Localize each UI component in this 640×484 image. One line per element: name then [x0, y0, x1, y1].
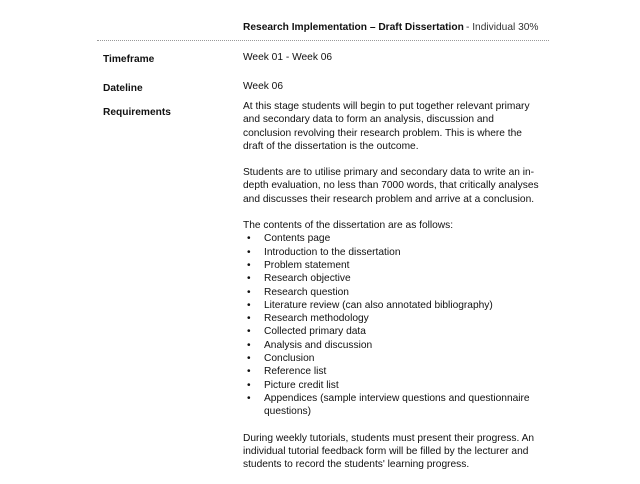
list-item-text: Conclusion — [264, 353, 315, 365]
list-item-text: Analysis and discussion — [264, 339, 373, 351]
contents-list — [243, 232, 543, 418]
requirements-paragraph: At this stage students will begin to put together relevant primary and secondary data to form an analysis, discussion and conclusion revolving their research problem. This is where the draft of the dissertation is the outcome. — [243, 101, 530, 152]
list-item-text: Collected primary data — [264, 326, 366, 338]
bullet-icon: • — [247, 392, 251, 404]
list-item-text: Research methodology — [264, 313, 369, 325]
bullet-icon: • — [247, 273, 251, 285]
bullet-icon: • — [247, 366, 251, 378]
bullet-icon: • — [247, 299, 251, 311]
list-item — [243, 286, 543, 299]
list-item-text: Appendices (sample interview questions and questionnaire questions) — [264, 392, 530, 418]
list-item-text: Problem statement — [264, 259, 350, 271]
requirements-paragraph: Students are to utilise primary and secondary data to write an in-depth evaluation, no less than 7000 words, that critically analyses and discusses their research problem and arrive at a conclusion. — [243, 167, 539, 205]
list-item — [243, 312, 543, 325]
dateline-value: Week 06 — [243, 81, 284, 92]
bullet-icon: • — [247, 326, 251, 338]
list-item-text: Picture credit list — [264, 379, 339, 391]
list-item — [243, 259, 543, 272]
list-item — [243, 232, 543, 245]
list-item-text: Research question — [264, 286, 349, 298]
timeframe-value: Week 01 - Week 06 — [243, 52, 333, 63]
list-item-text: Contents page — [264, 233, 331, 245]
list-item — [243, 246, 543, 259]
list-item — [243, 325, 543, 338]
list-item — [243, 299, 543, 312]
bullet-icon: • — [247, 313, 251, 325]
list-item — [243, 392, 543, 419]
bullet-icon: • — [247, 379, 251, 391]
bullet-icon: • — [247, 259, 251, 271]
list-item — [243, 365, 543, 378]
divider — [97, 40, 549, 41]
requirements-content — [243, 100, 543, 484]
requirements-paragraph: During weekly tutorials, students must present their progress. An individual tutorial feedback form will be filled by the lecturer and students to record the students' learning progress. — [243, 432, 535, 471]
list-item — [243, 272, 543, 285]
list-item — [243, 352, 543, 365]
bullet-icon: • — [247, 246, 251, 258]
assignment-title: Research Implementation – Draft Dissertation — [243, 22, 464, 33]
bullet-icon: • — [247, 353, 251, 365]
list-item — [243, 379, 543, 392]
bullet-icon: • — [247, 339, 251, 351]
bullet-icon: • — [247, 233, 251, 245]
bullet-icon: • — [247, 286, 251, 298]
list-item — [243, 339, 543, 352]
requirements-label: Requirements — [103, 107, 171, 118]
list-item-text: Reference list — [264, 366, 327, 378]
dateline-label: Dateline — [103, 83, 143, 94]
list-intro: The contents of the dissertation are as follows: — [243, 220, 454, 232]
timeframe-label: Timeframe — [103, 54, 155, 65]
list-item-text: Introduction to the dissertation — [264, 246, 401, 258]
assignment-weight: - Individual 30% — [466, 22, 539, 33]
list-item-text: Literature review (can also annotated bibliography) — [264, 299, 493, 311]
list-item-text: Research objective — [264, 273, 351, 285]
